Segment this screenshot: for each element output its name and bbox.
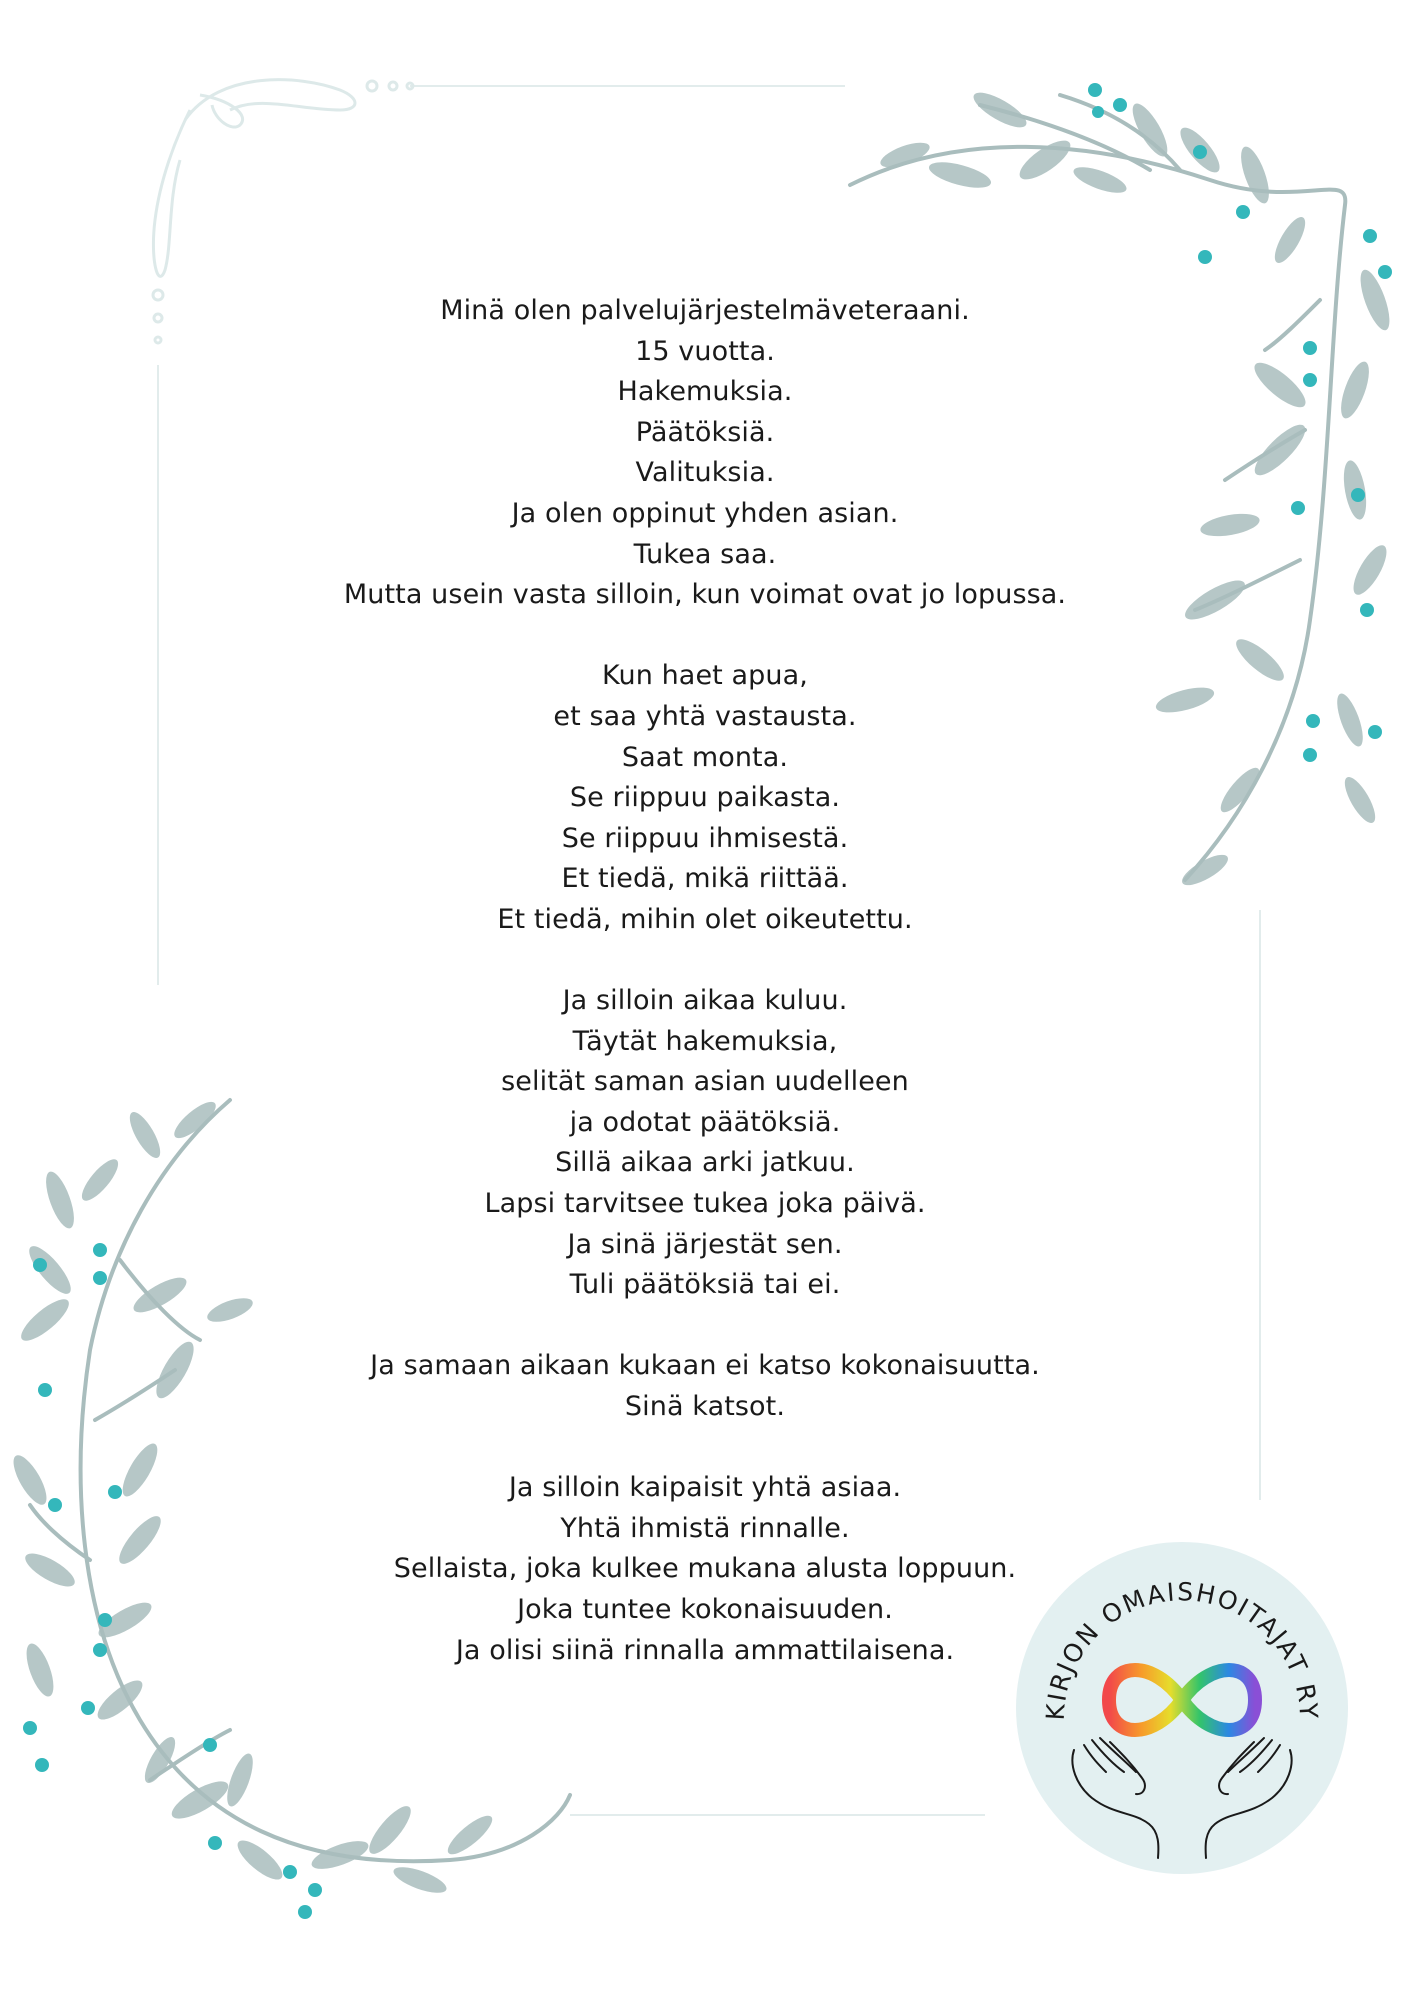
poem-line: Mutta usein vasta silloin, kun voimat ovat jo lopussa. (343, 579, 1067, 611)
stanza-4 (260, 1346, 1150, 1427)
poem-line: Hakemuksia. (617, 376, 793, 408)
poem-line: Minä olen palvelujärjestelmäveteraani. (440, 295, 970, 326)
poem-line: Täytät hakemuksia, (572, 1025, 838, 1057)
poem-line: Saat monta. (621, 741, 789, 773)
poem-line: Ja olen oppinut yhden asian. (511, 497, 899, 529)
poem-line: selität saman asian uudelleen (501, 1066, 909, 1098)
logo-text: KIRJON OMAISHOITAJAT RY (1040, 1577, 1324, 1722)
poem-line: Lapsi tarvitsee tukea joka päivä. (484, 1188, 926, 1220)
poem-line: Tuli päätöksiä tai ei. (569, 1269, 841, 1301)
poem-line: 15 vuotta. (635, 335, 775, 367)
poem-line: Tukea saa. (633, 538, 777, 570)
poem-line: Joka tuntee kokonaisuuden. (517, 1594, 893, 1625)
poem-line: Sinä katsot. (624, 1391, 786, 1423)
poem-line: Se riippuu ihmisestä. (561, 822, 849, 854)
poem-line: ja odotat päätöksiä. (569, 1106, 841, 1138)
poem-line: Et tiedä, mihin olet oikeutettu. (497, 903, 913, 935)
stanza-1 (260, 291, 1150, 616)
poem-line: Ja silloin kaipaisit yhtä asiaa. (508, 1472, 902, 1504)
poem-line: Sillä aikaa arki jatkuu. (555, 1147, 855, 1179)
poem-line: Ja samaan aikaan kukaan ei katso kokonaisuutta. (370, 1350, 1040, 1382)
organization-logo (1014, 1540, 1350, 1876)
poem-line: Yhtä ihmistä rinnalle. (560, 1512, 850, 1544)
poem-line: et saa yhtä vastausta. (553, 700, 857, 732)
poem-line: Se riippuu paikasta. (569, 782, 841, 814)
poem-text (260, 291, 1150, 1671)
poem-line: Ja sinä järjestät sen. (567, 1228, 843, 1260)
poem-line: Sellaista, joka kulkee mukana alusta loppuun. (393, 1553, 1017, 1585)
poem-line: Ja olisi siinä rinnalla ammattilaisena. (455, 1634, 955, 1666)
poem-line: Et tiedä, mikä riittää. (561, 863, 849, 895)
stanza-2 (260, 656, 1150, 940)
poem-line: Päätöksiä. (635, 416, 775, 448)
stanza-3 (260, 981, 1150, 1306)
poem-line: Valituksia. (635, 457, 775, 489)
poem-line: Ja silloin aikaa kuluu. (562, 985, 848, 1017)
poem-line: Kun haet apua, (602, 660, 808, 692)
